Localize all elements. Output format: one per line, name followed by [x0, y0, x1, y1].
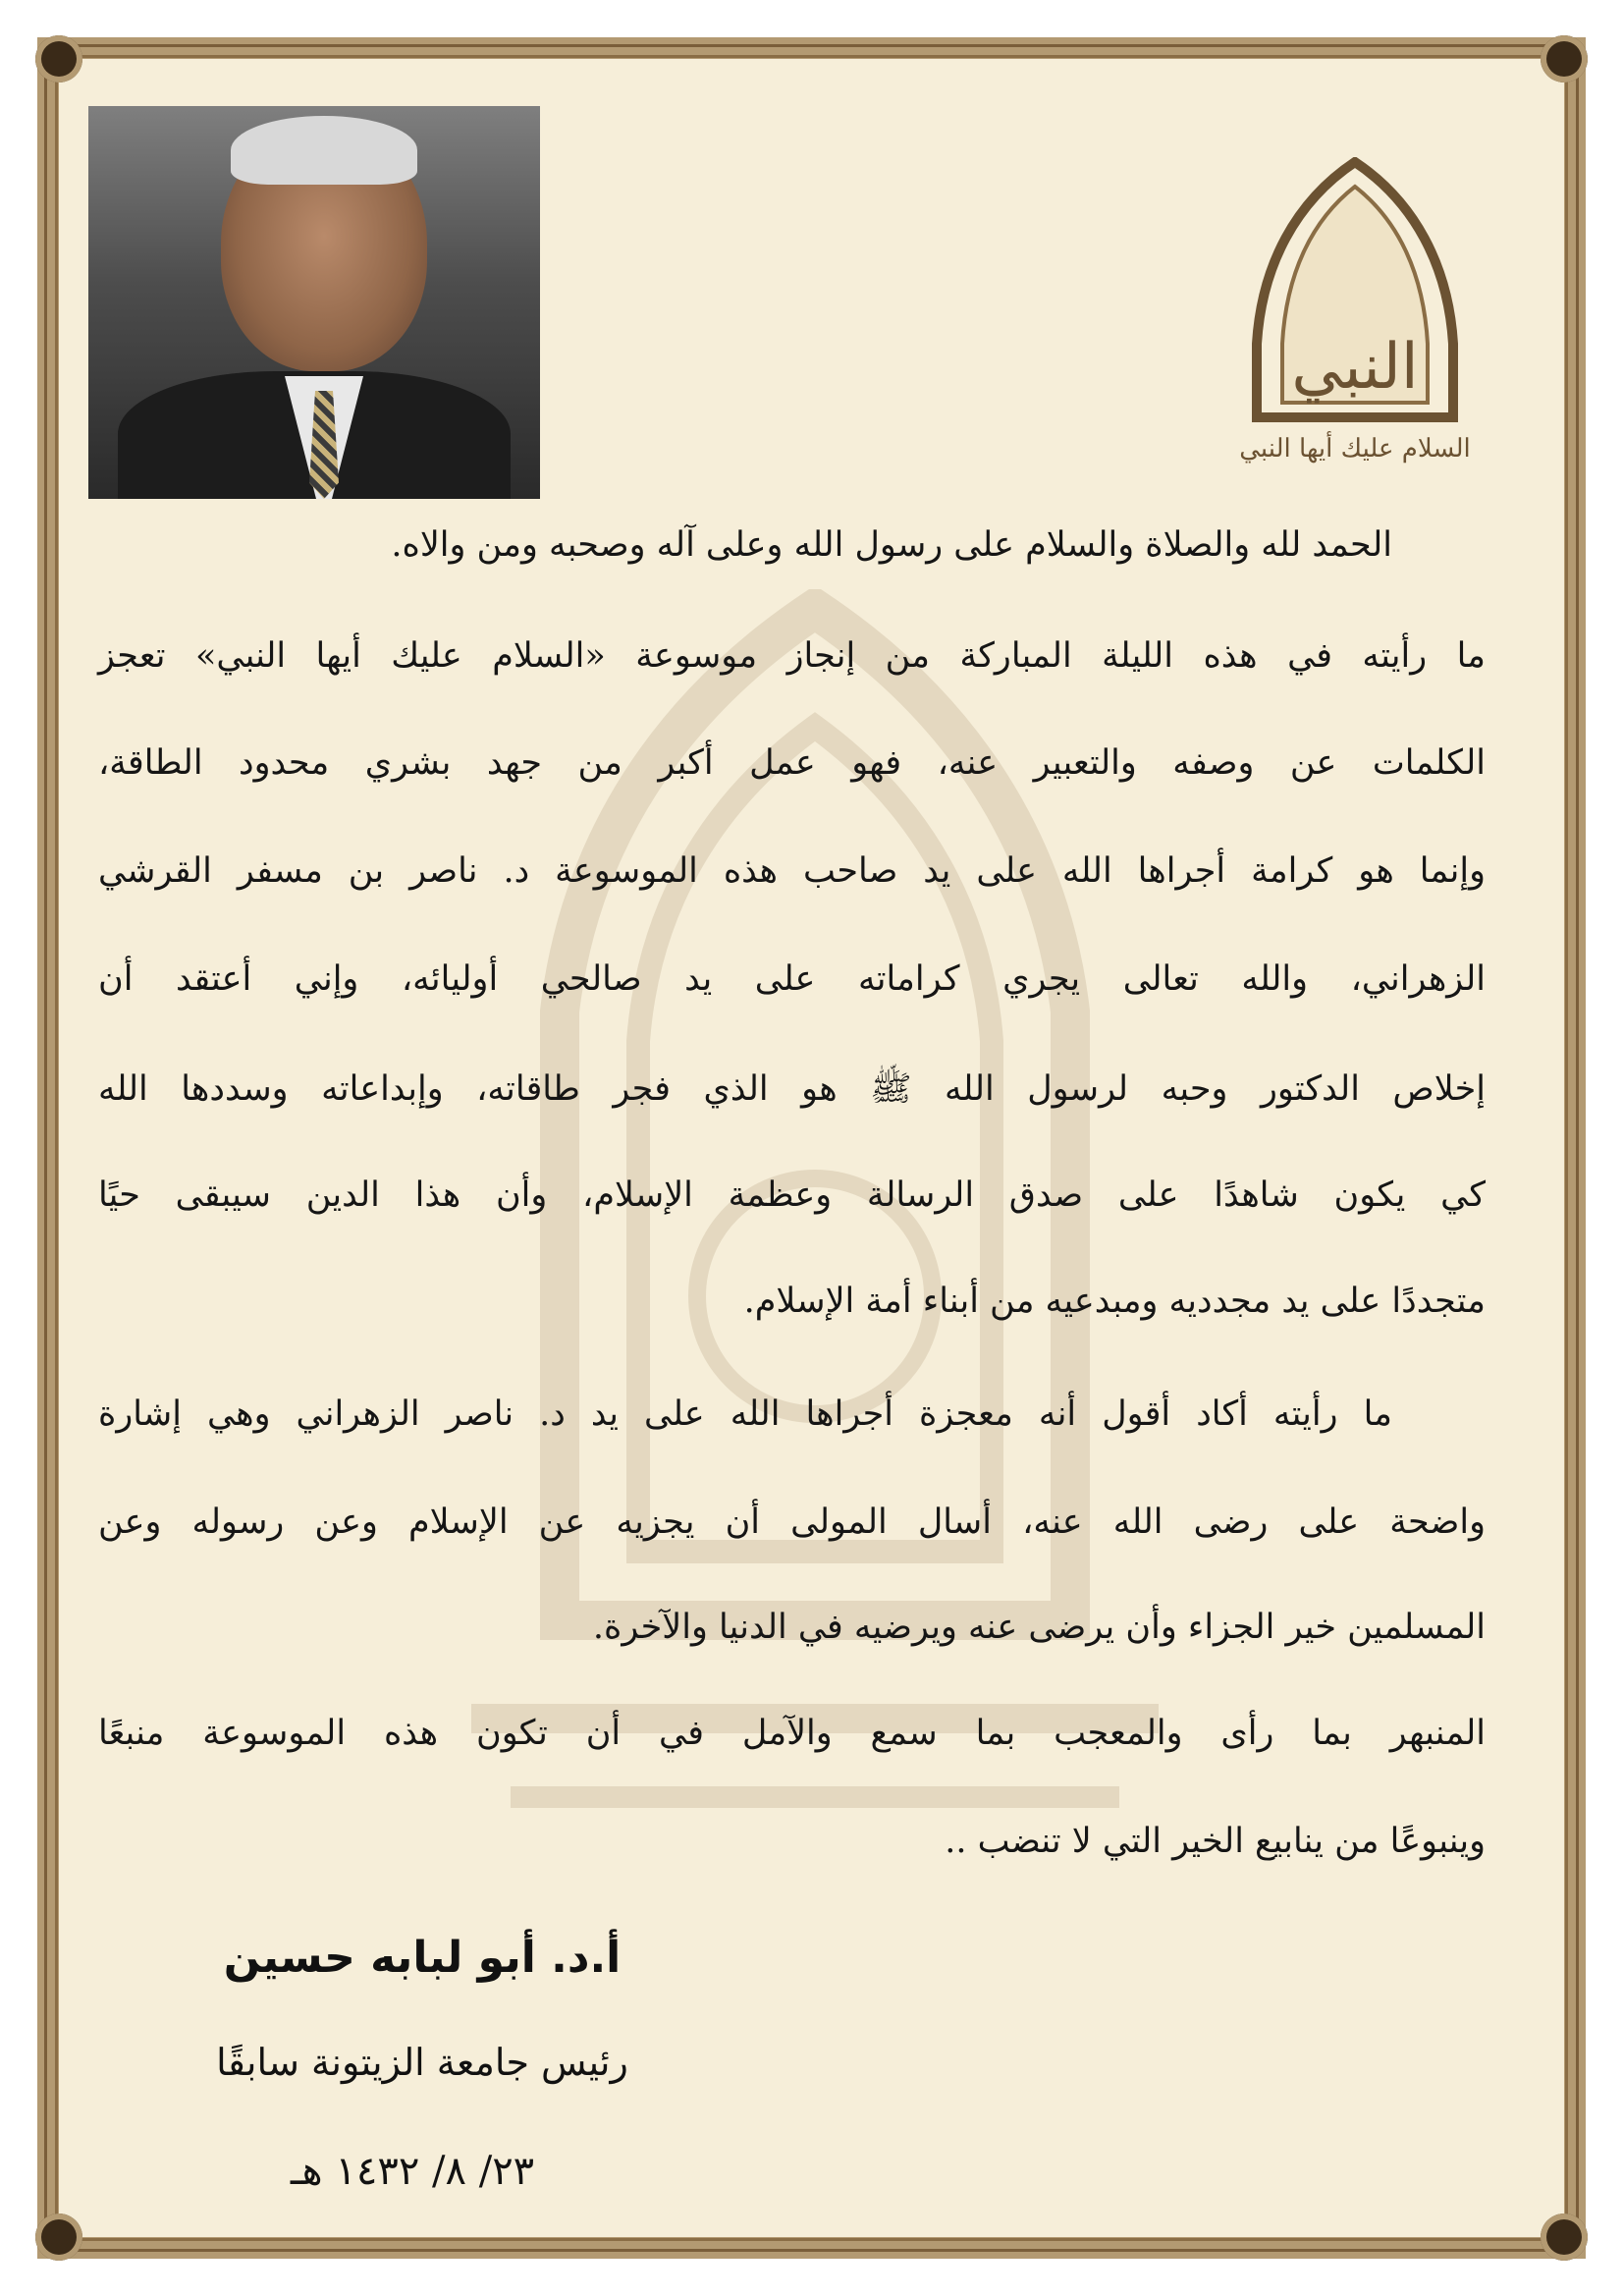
- letter-line-3: الكلمات عن وصفه والتعبير عنه، فهو عمل أكبر من جهد بشري محدود الطاقة،: [98, 743, 1486, 783]
- letter-line-4: وإنما هو كرامة أجراها الله على يد صاحب هذه الموسوعة د. ناصر بن مسفر القرشي: [98, 851, 1486, 891]
- corner-ornament: [35, 2214, 82, 2261]
- letter-line-8: متجددًا على يد مجدديه ومبدعيه من أبناء أمة الإسلام.: [743, 1282, 1486, 1321]
- letter-line-11: المسلمين خير الجزاء وأن يرضى عنه ويرضيه في الدنيا والآخرة.: [592, 1608, 1486, 1647]
- letter-line-1: الحمد لله والصلاة والسلام على رسول الله وعلى آله وصحبه ومن والاه.: [391, 525, 1392, 565]
- letter-line-7: كي يكون شاهدًا على صدق الرسالة وعظمة الإسلام، وأن هذا الدين سيبقى حيًا: [98, 1175, 1486, 1215]
- letter-line-2: ما رأيته في هذه الليلة المباركة من إنجاز موسوعة «السلام عليك أيها النبي» تعجز: [98, 636, 1486, 676]
- letter-line-13: وينبوعًا من ينابيع الخير التي لا تنضب ..: [945, 1822, 1486, 1861]
- corner-ornament: [1541, 2214, 1588, 2261]
- logo-mark: النبي: [1291, 331, 1419, 404]
- letter-line-6: إخلاص الدكتور وحبه لرسول الله ﷺ هو الذي فجر طاقاته، وإبداعاته وسددها الله: [98, 1069, 1486, 1109]
- letter-line-12: المنبهر بما رأى والمعجب بما سمع والآمل في أن تكون هذه الموسوعة منبعًا: [98, 1714, 1486, 1753]
- corner-ornament: [35, 35, 82, 82]
- portrait-photo: [88, 106, 540, 499]
- letter-line-10: واضحة على رضى الله عنه، أسال المولى أن يجزيه عن الإسلام وعن رسوله وعن: [98, 1503, 1486, 1542]
- signature-title: رئيس جامعة الزيتونة سابقًا: [216, 2041, 628, 2084]
- signature-date: ٢٣/ ٨/ ١٤٣٢ هـ: [290, 2149, 535, 2194]
- watermark-emblem: [412, 589, 1217, 1886]
- signature-name: أ.د. أبو لبابه حسين: [223, 1933, 622, 1983]
- letter-line-9: ما رأيته أكاد أقول أنه معجزة أجراها الله على يد د. ناصر الزهراني وهي إشارة: [98, 1394, 1392, 1434]
- letter-line-5: الزهراني، والله تعالى يجري كراماته على يد صالحي أوليائه، وإني أعتقد أن: [98, 959, 1486, 999]
- logo-caption: السلام عليك أيها النبي: [1239, 434, 1471, 464]
- corner-ornament: [1541, 35, 1588, 82]
- logo-emblem: [1217, 157, 1492, 471]
